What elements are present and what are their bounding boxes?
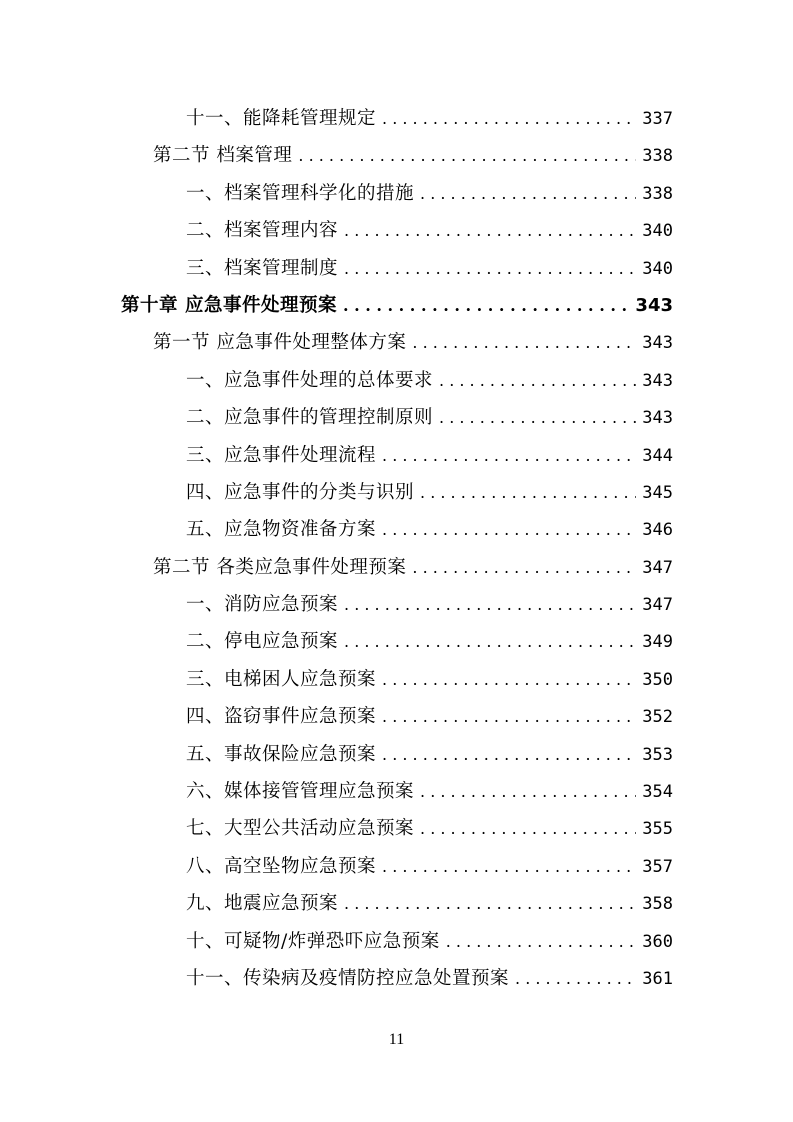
toc-entry-title: 第二节 档案管理 <box>153 145 293 167</box>
toc-entry-page: 343 <box>642 333 673 354</box>
toc-entry-page: 350 <box>642 669 673 690</box>
toc-leader-dots <box>344 591 636 619</box>
toc-entry-title: 一、消防应急预案 <box>186 594 339 616</box>
toc-leader-dots <box>344 255 636 283</box>
toc-entry[interactable] <box>0 961 793 998</box>
toc-entry-page: 340 <box>642 258 673 279</box>
toc-leader-dots <box>412 329 636 357</box>
toc-leader-dots <box>343 292 629 320</box>
toc-entry[interactable] <box>0 438 793 475</box>
toc-entry[interactable] <box>0 138 793 175</box>
toc-leader-dots <box>382 516 636 544</box>
toc-entry[interactable] <box>0 774 793 811</box>
toc-entry-page: 358 <box>642 894 673 915</box>
toc-entry-title: 第二节 各类应急事件处理预案 <box>153 556 407 578</box>
toc-entry-title: 一、档案管理科学化的措施 <box>186 182 415 204</box>
toc-leader-dots <box>382 442 636 470</box>
toc-entry-page: 340 <box>642 221 673 242</box>
toc-leader-dots <box>382 666 636 694</box>
toc-entry-title: 十、可疑物/炸弹恐吓应急预案 <box>186 930 440 952</box>
toc-entry-page: 347 <box>642 595 673 616</box>
toc-entry-page: 338 <box>642 183 673 204</box>
toc-entry[interactable] <box>0 475 793 512</box>
toc-leader-dots <box>439 367 636 395</box>
toc-entry-title: 八、高空坠物应急预案 <box>186 855 377 877</box>
toc-entry-title: 二、停电应急预案 <box>186 631 339 653</box>
table-of-contents <box>0 101 793 998</box>
toc-entry-page: 360 <box>642 931 673 952</box>
toc-entry-page: 361 <box>642 968 673 989</box>
toc-entry-page: 349 <box>642 632 673 653</box>
toc-entry-page: 353 <box>642 744 673 765</box>
toc-entry-title: 三、应急事件处理流程 <box>186 444 377 466</box>
toc-leader-dots <box>344 890 636 918</box>
toc-leader-dots <box>382 853 636 881</box>
toc-entry-page: 354 <box>642 782 673 803</box>
toc-entry[interactable] <box>0 363 793 400</box>
toc-chapter-entry[interactable] <box>0 288 793 325</box>
toc-entry[interactable] <box>0 325 793 362</box>
toc-entry-page: 357 <box>642 856 673 877</box>
toc-entry[interactable] <box>0 251 793 288</box>
toc-entry[interactable] <box>0 811 793 848</box>
toc-leader-dots <box>382 105 636 133</box>
toc-entry-title: 三、档案管理制度 <box>186 257 339 279</box>
toc-entry-title: 七、大型公共活动应急预案 <box>186 818 415 840</box>
toc-entry-title: 五、事故保险应急预案 <box>186 743 377 765</box>
toc-leader-dots <box>420 778 636 806</box>
toc-entry[interactable] <box>0 737 793 774</box>
toc-entry-page: 347 <box>642 557 673 578</box>
toc-entry-page: 344 <box>642 445 673 466</box>
toc-entry[interactable] <box>0 400 793 437</box>
toc-entry-title: 五、应急物资准备方案 <box>186 519 377 541</box>
toc-leader-dots <box>412 554 636 582</box>
toc-entry-title: 第一节 应急事件处理整体方案 <box>153 332 407 354</box>
toc-entry-title: 第十章 应急事件处理预案 <box>121 294 337 316</box>
toc-leader-dots <box>420 479 636 507</box>
toc-leader-dots <box>344 217 636 245</box>
toc-entry[interactable] <box>0 550 793 587</box>
toc-entry-title: 三、电梯困人应急预案 <box>186 668 377 690</box>
toc-entry-title: 四、盗窃事件应急预案 <box>186 706 377 728</box>
toc-entry[interactable] <box>0 512 793 549</box>
toc-entry-title: 四、应急事件的分类与识别 <box>186 481 415 503</box>
toc-entry-title: 二、应急事件的管理控制原则 <box>186 407 434 429</box>
toc-entry[interactable] <box>0 176 793 213</box>
toc-entry-page: 343 <box>642 408 673 429</box>
toc-entry-title: 六、媒体接管管理应急预案 <box>186 781 415 803</box>
page-number: 11 <box>388 1031 405 1048</box>
toc-entry[interactable] <box>0 101 793 138</box>
toc-entry[interactable] <box>0 886 793 923</box>
toc-leader-dots <box>515 965 636 993</box>
toc-entry[interactable] <box>0 849 793 886</box>
toc-entry-page: 343 <box>635 294 673 316</box>
toc-entry-title: 九、地震应急预案 <box>186 893 339 915</box>
toc-entry-page: 355 <box>642 819 673 840</box>
toc-entry[interactable] <box>0 662 793 699</box>
toc-entry-title: 十一、能降耗管理规定 <box>186 108 377 129</box>
toc-leader-dots <box>420 815 636 843</box>
toc-leader-dots <box>298 142 636 170</box>
toc-entry-page: 345 <box>642 482 673 503</box>
toc-entry[interactable] <box>0 213 793 250</box>
toc-entry[interactable] <box>0 699 793 736</box>
toc-entry-title: 十一、传染病及疫情防控应急处置预案 <box>186 967 510 989</box>
toc-entry[interactable] <box>0 624 793 661</box>
toc-entry-page: 343 <box>642 370 673 391</box>
toc-leader-dots <box>382 703 636 731</box>
toc-entry-page: 338 <box>642 146 673 167</box>
toc-leader-dots <box>439 404 636 432</box>
toc-entry-title: 二、档案管理内容 <box>186 220 339 242</box>
toc-entry[interactable] <box>0 587 793 624</box>
toc-leader-dots <box>420 180 636 208</box>
toc-entry-page: 337 <box>642 109 673 129</box>
toc-leader-dots <box>382 741 636 769</box>
toc-entry[interactable] <box>0 924 793 961</box>
toc-entry-page: 352 <box>642 707 673 728</box>
toc-entry-page: 346 <box>642 520 673 541</box>
toc-entry-title: 一、应急事件处理的总体要求 <box>186 369 434 391</box>
toc-leader-dots <box>344 628 636 656</box>
toc-leader-dots <box>446 928 637 956</box>
